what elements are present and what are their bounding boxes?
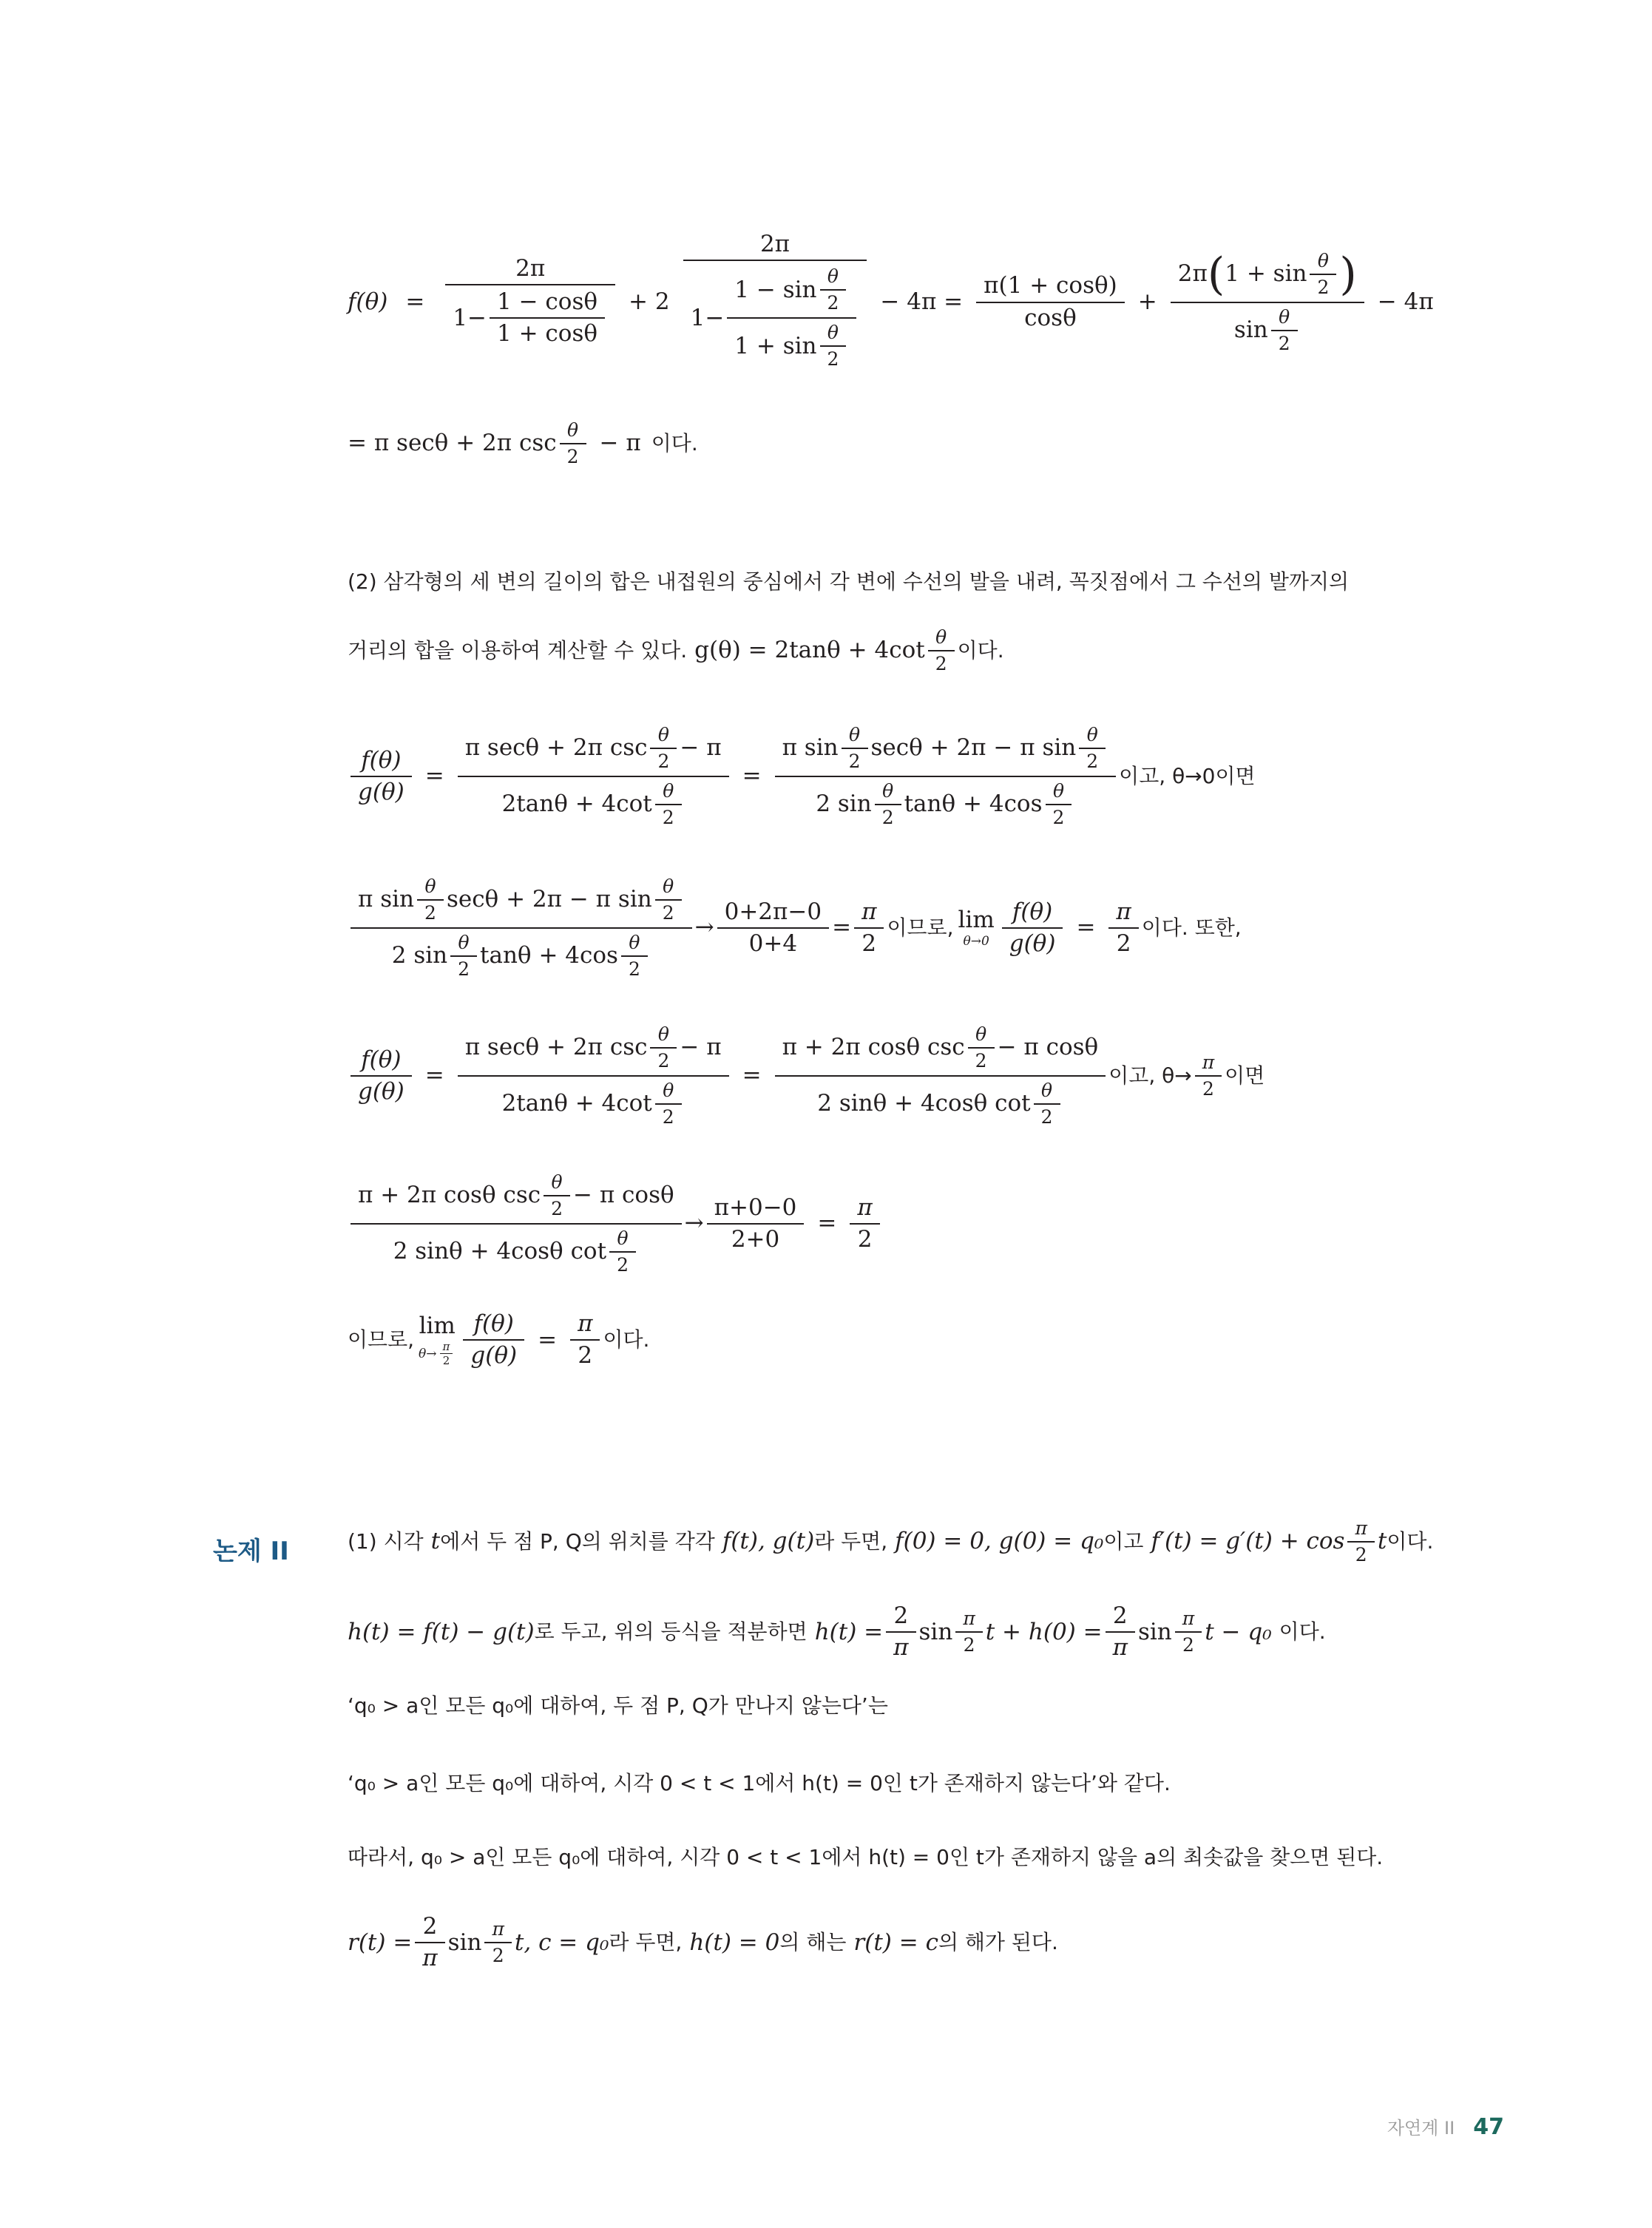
den [445, 285, 615, 351]
var-t: t [1377, 1528, 1387, 1555]
num-a: π sin [782, 734, 839, 762]
two: 2 [657, 751, 670, 772]
problem-2-line-4: ‘q₀ > a인 모든 q₀에 대하여, 시각 0 < t < 1에서 h(t) = 0인 t가 존재하지 않는다’와 같다. [348, 1771, 1171, 1795]
one-plus-sin: 1 + sin [1225, 260, 1307, 287]
mid-text: 이므로, [887, 915, 954, 941]
two: 2 [424, 902, 436, 924]
two: 2 [857, 1226, 873, 1253]
korean-end: 이다. [651, 431, 698, 456]
sin: sin [918, 1618, 953, 1645]
two: 2 [1317, 276, 1330, 298]
theta: θ [827, 322, 839, 344]
two: 2 [1278, 332, 1290, 354]
pi: π [893, 1634, 909, 1662]
problem-2-line-1 [348, 1516, 1433, 1568]
paragraph-2-line-1: (2) 삼각형의 세 변의 길이의 합은 내접원의 중심에서 각 변에 수선의 발을 내려, 꼭짓점에서 그 수선의 발까지의 [348, 569, 1350, 594]
num [775, 721, 1117, 776]
theta-half [1046, 779, 1072, 830]
fraction-3 [976, 271, 1125, 333]
f-theta-lhs: f(θ) [348, 288, 388, 315]
pi: π [1112, 1634, 1128, 1662]
prefix: = π secθ + 2π csc [348, 430, 557, 457]
g: g(θ) [1009, 930, 1056, 957]
equation-limit-result [348, 1309, 649, 1371]
theta-half [1034, 1078, 1060, 1130]
r-c: r(t) = c [853, 1929, 938, 1956]
den: 1 + cosθ [497, 320, 598, 348]
fraction-sin [775, 721, 1117, 832]
inner-fraction [490, 287, 605, 349]
fraction-sin [351, 873, 692, 983]
one-minus: 1− [690, 304, 725, 331]
two: 2 [1086, 751, 1099, 772]
theta-half [928, 625, 955, 677]
pre-text: 이므로, [348, 1327, 415, 1352]
num [458, 1020, 729, 1075]
one-plus-sin: 1 + sin [734, 332, 817, 359]
f-over-g [351, 745, 412, 807]
pi: π [857, 1193, 873, 1221]
two-over-pi [886, 1601, 915, 1663]
two: 2 [617, 1254, 629, 1276]
two: 2 [662, 1106, 674, 1128]
theta: θ [1041, 1080, 1053, 1101]
theta-half [875, 779, 901, 830]
two: 2 [848, 751, 861, 772]
two: 2 [893, 1602, 909, 1629]
den [385, 929, 658, 983]
one-minus-sin: 1 − sin [734, 276, 817, 303]
text-b: 로 두고, 위의 등식을 적분하면 [534, 1619, 808, 1645]
t-minus-q0: t − q₀ [1205, 1618, 1272, 1645]
num-a: π + 2π cosθ csc [358, 1182, 541, 1209]
num [727, 263, 856, 317]
den [808, 777, 1082, 832]
section-tag: 논제 II [213, 1537, 289, 1566]
two: 2 [1116, 930, 1131, 957]
end-text: 이다. 또한, [1141, 915, 1242, 941]
den [1227, 303, 1308, 358]
den-a: 2 sin [391, 942, 448, 969]
theta: θ [567, 419, 579, 441]
two: 2 [578, 1342, 593, 1369]
g: g(θ) [358, 1078, 404, 1105]
pi: π [1202, 1052, 1215, 1073]
one-minus: 1− [453, 304, 487, 331]
theta: θ [935, 626, 947, 648]
fraction-sec-csc [458, 1020, 729, 1131]
theta-half [842, 722, 868, 774]
text-c: 라 두면, [814, 1529, 888, 1554]
lim: lim [419, 1313, 456, 1340]
end: 이다. [957, 638, 1004, 663]
num-b: − π [680, 1034, 722, 1061]
pi: π [963, 1608, 975, 1630]
num-b: secθ + 2π − π sin [446, 886, 652, 913]
fraction-sec-csc [458, 721, 729, 832]
initial-values: f(0) = 0, g(0) = q₀ [895, 1528, 1104, 1555]
lim: lim [958, 907, 995, 934]
f-over-g [1002, 897, 1063, 959]
h-def: h(t) = f(t) − g(t) [348, 1618, 535, 1645]
problem-2-line-5: 따라서, q₀ > a인 모든 q₀에 대하여, 시각 0 < t < 1에서 h(t) = 0인 t가 존재하지 않을 a의 최솟값을 찾으면 된다. [348, 1845, 1384, 1869]
fraction-2 [683, 229, 867, 375]
minus-four-pi: − 4π = [880, 288, 964, 315]
num: 1 − cosθ [497, 288, 598, 315]
two: 2 [662, 902, 674, 924]
num [458, 721, 729, 776]
pi-half [955, 1606, 982, 1658]
math: g(θ) = 2tanθ + 4cot [694, 637, 925, 664]
den-a: 2 sin [816, 790, 872, 818]
theta: θ [551, 1171, 563, 1193]
two: 2 [1112, 1602, 1128, 1629]
pi-half [850, 1193, 879, 1255]
plus: + [1137, 288, 1157, 315]
pi-half [854, 897, 884, 959]
equals: = [817, 1210, 837, 1237]
pi-half [1195, 1050, 1222, 1102]
den [495, 777, 692, 832]
two-over-pi [415, 1912, 444, 1974]
theta-half [450, 930, 477, 982]
den [683, 261, 867, 375]
num [1171, 247, 1364, 302]
paragraph-2-line-2 [348, 625, 1004, 677]
den-a: 2 sinθ + 4cosθ cot [817, 1090, 1031, 1117]
theta: θ [663, 780, 674, 802]
pi: π [492, 1918, 504, 1940]
theta: θ [1317, 249, 1329, 271]
two: 2 [662, 807, 674, 828]
two: 2 [1355, 1544, 1367, 1565]
derivative-relation: f′(t) = g′(t) + cos [1151, 1528, 1345, 1555]
theta: θ [663, 876, 674, 897]
equals: = [742, 762, 762, 790]
two-over-pi [1106, 1601, 1135, 1663]
den: 0+4 [748, 930, 798, 957]
theta: θ [1052, 780, 1064, 802]
theta: θ [975, 1023, 987, 1045]
equals: = [832, 914, 852, 941]
equals: = [742, 1062, 762, 1089]
theta-half [1271, 305, 1298, 356]
minus-four-pi-end: − 4π [1377, 288, 1434, 315]
text-e: 의 해는 [779, 1930, 847, 1955]
theta-half [417, 874, 444, 926]
equation-f-theta-simplified [348, 418, 698, 470]
num-a: π + 2π cosθ csc [782, 1034, 965, 1061]
two: 2 [935, 653, 947, 674]
theta: θ [663, 1080, 674, 1101]
f-g: f(t), g(t) [722, 1528, 815, 1555]
theta: θ [617, 1228, 629, 1249]
den-a: 2 sinθ + 4cosθ cot [393, 1238, 607, 1265]
theta-half [621, 930, 648, 982]
num: π+0−0 [714, 1193, 797, 1221]
two: 2 [566, 446, 579, 467]
h-eq: h(t) = [814, 1618, 884, 1645]
pi-half [1175, 1606, 1202, 1658]
h-zero: h(t) = 0 [689, 1929, 780, 1956]
den [495, 1077, 692, 1131]
fraction-4 [1171, 247, 1364, 358]
theta: θ [849, 724, 861, 745]
t-c: t, c = q₀ [514, 1929, 609, 1956]
f: f(θ) [361, 746, 402, 773]
theta: θ [458, 932, 470, 953]
section-label: 자연계 II [1387, 2118, 1455, 2139]
f-over-g [351, 1045, 412, 1107]
text-a: (1) 시각 [348, 1529, 424, 1554]
pi: π [578, 1310, 593, 1337]
text-c: 라 두면, [609, 1930, 683, 1955]
equals: = [424, 1062, 444, 1089]
den: cosθ [1024, 304, 1077, 331]
problem-2-line-3: ‘q₀ > a인 모든 q₀에 대하여, 두 점 P, Q가 만나지 않는다’는 [348, 1693, 888, 1718]
pi: π [1116, 898, 1131, 925]
theta-half [820, 264, 847, 316]
limit [958, 907, 995, 949]
two: 2 [551, 1198, 563, 1219]
equation-ratio-2 [348, 1020, 1265, 1131]
tail: 이고, θ→0이면 [1119, 764, 1256, 789]
fraction-cos [351, 1168, 682, 1279]
num-a: π sin [358, 886, 415, 913]
tail: 이고, θ→ [1108, 1063, 1192, 1088]
equals: = [538, 1326, 558, 1353]
suffix: − π [599, 430, 641, 457]
text-b: 에서 두 점 P, Q의 위치를 각각 [440, 1529, 715, 1554]
theta-half [650, 1022, 677, 1074]
theta-half [655, 779, 682, 830]
num: 2π [759, 231, 791, 257]
equals: = [1076, 914, 1096, 941]
two: 2 [963, 1634, 975, 1656]
pi-half [484, 1917, 511, 1968]
num-a: π secθ + 2π csc [464, 734, 648, 762]
two: 2 [442, 1354, 450, 1368]
f-over-g [463, 1309, 524, 1371]
num-b: − π cosθ [573, 1182, 674, 1209]
r-eq: r(t) = [348, 1929, 413, 1956]
page-footer [1387, 2113, 1504, 2140]
num: π(1 + cosθ) [984, 272, 1117, 299]
num-b: − π [680, 734, 722, 762]
two: 2 [1182, 1634, 1194, 1656]
theta: θ [657, 724, 669, 745]
pi: π [1355, 1517, 1367, 1539]
problem-2-line-6 [348, 1912, 1058, 1974]
pi: π [442, 1340, 450, 1354]
theta: θ [657, 1023, 669, 1045]
two: 2 [975, 1050, 987, 1071]
t-plus-h0: t + h(0) = [985, 1618, 1103, 1645]
num [351, 873, 692, 927]
text: 거리의 합을 이용하여 계산할 수 있다. [348, 638, 688, 663]
two: 2 [861, 930, 877, 957]
theta: θ [424, 876, 436, 897]
den-a: 2tanθ + 4cot [501, 1090, 652, 1117]
inner-fraction [727, 263, 856, 373]
lim-sub [419, 1340, 456, 1367]
left-paren: ( [1207, 248, 1225, 300]
pi-half [570, 1309, 600, 1371]
theta-half [609, 1226, 636, 1278]
arrow: → [684, 1210, 704, 1237]
den-b: tanθ + 4cos [480, 942, 618, 969]
theta-half [968, 1022, 995, 1074]
g: g(θ) [470, 1342, 518, 1369]
pi-half [1347, 1516, 1374, 1568]
f: f(θ) [473, 1310, 514, 1337]
theta: θ [827, 265, 839, 288]
den-b: tanθ + 4cos [904, 790, 1043, 818]
two: 2 [1052, 807, 1065, 828]
pi: π [422, 1945, 438, 1972]
pi: π [1182, 1608, 1195, 1630]
num [351, 1168, 682, 1223]
theta: θ [1279, 305, 1290, 328]
num: 2π [515, 254, 546, 282]
pi: π [861, 898, 877, 925]
num-a: π secθ + 2π csc [464, 1034, 648, 1061]
end: 이다. [1279, 1619, 1326, 1645]
two: 2 [827, 292, 839, 314]
num: 0+2π−0 [724, 898, 822, 925]
equation-limit-pi-half [348, 1168, 883, 1279]
arrow: → [694, 914, 714, 941]
theta-half [655, 874, 682, 926]
end-text: 이다. [603, 1327, 650, 1352]
theta-half [650, 722, 677, 774]
g: g(θ) [358, 779, 404, 805]
fraction-cos [775, 1020, 1106, 1131]
right-paren: ) [1339, 248, 1357, 300]
pi-half [1108, 897, 1138, 959]
theta-half [1310, 248, 1336, 300]
den [810, 1077, 1070, 1131]
pi-half-sub [440, 1340, 453, 1367]
fraction-1 [445, 254, 615, 351]
two: 2 [827, 348, 839, 370]
limit-value [717, 897, 830, 959]
equals: = [424, 762, 444, 790]
limit [419, 1313, 456, 1367]
lim-sub-text: θ→ [419, 1346, 437, 1361]
f: f(θ) [1012, 898, 1053, 925]
num-b: secθ + 2π − π sin [870, 734, 1077, 762]
f: f(θ) [361, 1046, 402, 1073]
num-b: − π cosθ [997, 1034, 1099, 1061]
den [386, 1225, 646, 1279]
theta: θ [1086, 724, 1098, 745]
theta: θ [629, 932, 640, 953]
var-t: t [430, 1528, 441, 1555]
plus-two: + 2 [629, 288, 670, 315]
two: 2 [1202, 1078, 1214, 1100]
theta-half [560, 418, 586, 470]
theta-half [655, 1078, 682, 1130]
num [775, 1020, 1106, 1075]
lim-sub: θ→0 [963, 934, 989, 949]
two: 2 [458, 958, 470, 980]
den: 2+0 [731, 1226, 780, 1253]
theta-half [820, 320, 847, 372]
sin: sin [1137, 1618, 1172, 1645]
sin: sin [447, 1929, 482, 1956]
text-e: 이고 [1103, 1529, 1144, 1554]
page-number: 47 [1473, 2114, 1504, 2140]
text-g: 의 해가 된다. [938, 1930, 1058, 1955]
equation-f-theta [348, 229, 1444, 375]
two: 2 [628, 958, 640, 980]
end: 이다. [1387, 1529, 1434, 1554]
theta-half [1079, 722, 1106, 774]
den-a: 2tanθ + 4cot [501, 790, 652, 818]
two: 2 [657, 1050, 670, 1071]
two-pi: 2π [1177, 260, 1208, 287]
limit-value [707, 1193, 805, 1255]
theta-half [544, 1170, 570, 1222]
two: 2 [492, 1945, 504, 1967]
den [727, 319, 856, 373]
sin: sin [1233, 316, 1268, 343]
theta: θ [882, 780, 894, 802]
problem-2-line-2 [348, 1601, 1326, 1663]
tail-end: 이면 [1225, 1063, 1265, 1088]
two: 2 [881, 807, 894, 828]
two: 2 [1040, 1106, 1053, 1128]
equation-limit-0 [348, 873, 1242, 983]
two: 2 [422, 1913, 438, 1940]
equation-ratio-1 [348, 721, 1256, 832]
equals: = [405, 288, 425, 315]
